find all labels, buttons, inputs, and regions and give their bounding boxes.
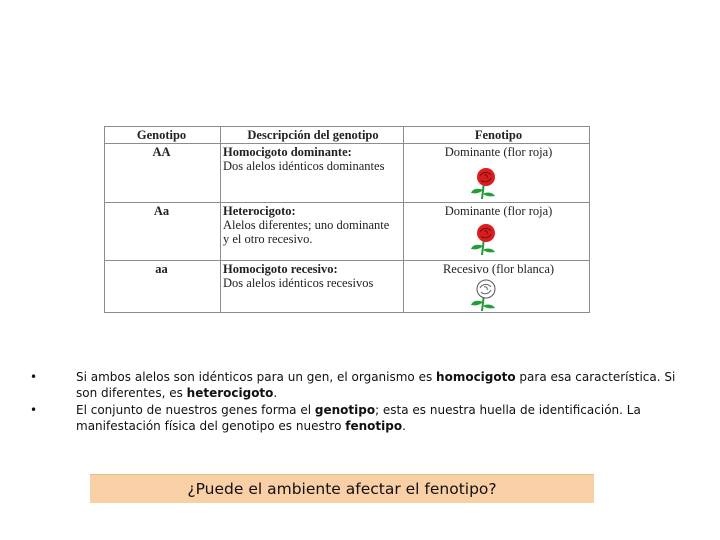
description-cell [223, 262, 403, 290]
bullet-text [76, 370, 700, 401]
bullet-item [30, 370, 700, 401]
bullet-segment-bold: homocigoto [436, 370, 516, 384]
bullet-list [30, 370, 700, 436]
phenotype-cell: Dominante (flor roja) [444, 204, 553, 218]
genotype-cell: aa [155, 262, 168, 276]
phenotype-cell: Dominante (flor roja) [444, 145, 553, 159]
description-title: Homocigoto recesivo: [223, 262, 338, 276]
description-line: y el otro recesivo. [223, 232, 313, 246]
bullet-item [30, 403, 700, 434]
description-title: Heterocigoto: [223, 204, 296, 218]
description-title: Homocigoto dominante: [223, 145, 352, 159]
bullet-segment-bold: heterocigoto [186, 385, 274, 400]
bullet-segment: El conjunto de nuestros genes forma el [76, 403, 315, 417]
bullet-icon: • [30, 403, 38, 417]
bullet-segment: . [402, 418, 406, 433]
bullet-text [76, 403, 700, 434]
bullet-segment-bold: fenotipo [345, 418, 403, 433]
bullet-segment: Si ambos alelos son idénticos para un gen, el organismo es [76, 370, 437, 384]
genotype-table [104, 126, 590, 313]
red-rose-icon [468, 166, 502, 200]
header-description: Descripción del genotipo [247, 128, 379, 142]
bullet-segment: ; esta es nuestra huella de identificación. La manifestación física del genotipo es nuestro [76, 403, 641, 433]
table-header-row [105, 128, 589, 142]
description-line: Dos alelos idénticos dominantes [223, 159, 385, 173]
phenotype-cell: Recesivo (flor blanca) [442, 262, 555, 276]
description-line: Alelos diferentes; uno dominante [223, 218, 390, 232]
table-divider [105, 260, 589, 261]
table-row [105, 262, 589, 312]
question-text: ¿Puede el ambiente afectar el fenotipo? [187, 480, 497, 498]
description-cell [223, 204, 403, 246]
white-rose-icon [468, 278, 502, 312]
genotype-cell: AA [152, 145, 171, 159]
table-divider [105, 143, 589, 144]
genotype-cell: Aa [153, 204, 170, 218]
table-row [105, 145, 589, 201]
header-genotype: Genotipo [136, 128, 187, 142]
description-line: Dos alelos idénticos recesivos [223, 276, 374, 290]
red-rose-icon [468, 222, 502, 256]
description-cell [223, 145, 403, 173]
table-row [105, 204, 589, 259]
question-box [90, 474, 594, 503]
bullet-segment-bold: genotipo [314, 403, 376, 417]
bullet-segment: para esa característica. Si son diferentes, es [76, 370, 676, 400]
header-phenotype: Fenotipo [474, 128, 523, 142]
table-divider [105, 202, 589, 203]
bullet-segment: . [273, 385, 278, 400]
bullet-icon: • [30, 370, 38, 384]
